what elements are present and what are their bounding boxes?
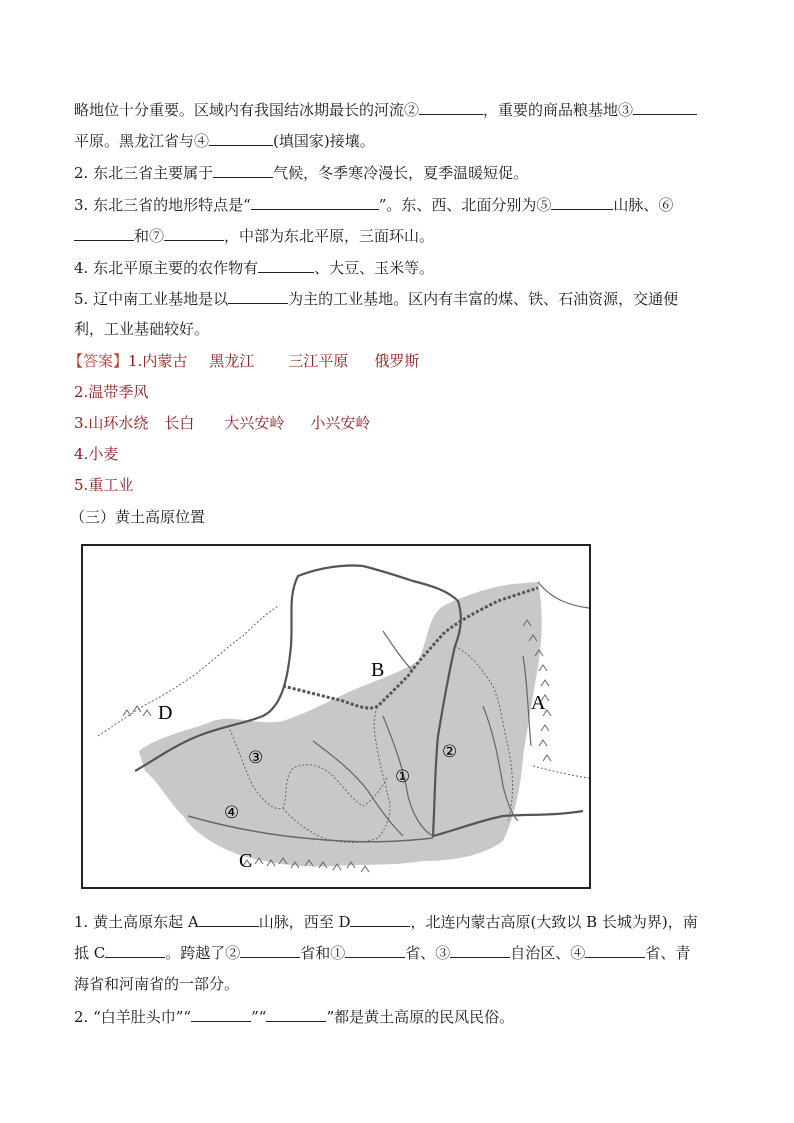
q2-line	[74, 162, 528, 183]
river	[538, 582, 589, 608]
answer-1	[68, 351, 419, 371]
q5-line-2	[74, 319, 209, 339]
text: 平原。黑龙江省与④	[74, 132, 210, 150]
blank-4[interactable]	[209, 130, 273, 146]
q4-line	[74, 257, 434, 278]
text: 。跨越了②	[165, 944, 241, 962]
text: 抵 C	[74, 944, 106, 962]
answer-3	[74, 413, 370, 433]
loess-q1-line-2	[74, 942, 690, 963]
text: (填国家)接壤。	[273, 132, 375, 150]
text: 利，工业基础较好。	[74, 320, 210, 338]
blank-province-4[interactable]	[585, 942, 645, 958]
label-C: C	[239, 850, 253, 872]
loess-q1-line-1	[74, 911, 698, 932]
answer-number: 1.	[128, 352, 143, 370]
label-A: A	[531, 692, 546, 714]
blank-region-3[interactable]	[450, 942, 510, 958]
text: ”都是黄土高原的民风民俗。	[326, 1008, 515, 1026]
answer-value: 小麦	[88, 445, 119, 463]
river	[383, 631, 413, 671]
blank-3[interactable]	[633, 99, 697, 115]
blank-province-2[interactable]	[240, 942, 300, 958]
blank-industry[interactable]	[228, 288, 288, 304]
blank-6[interactable]	[74, 225, 134, 241]
text: 5. 辽中南工业基地是以	[74, 290, 229, 308]
map-svg	[83, 546, 589, 887]
answer-value: 三江平原	[288, 352, 349, 370]
blank-5[interactable]	[551, 194, 613, 210]
text: 省、青	[645, 944, 691, 962]
answer-value: 俄罗斯	[374, 352, 420, 370]
blank-custom-2[interactable]	[266, 1006, 326, 1022]
blank-custom-1[interactable]	[191, 1006, 251, 1022]
text: 3. 东北三省的地形特点是“	[74, 196, 251, 214]
answer-value: 内蒙古	[142, 352, 188, 370]
answer-number: 2.	[74, 383, 89, 401]
label-2: ②	[442, 742, 458, 762]
blank-7[interactable]	[164, 225, 224, 241]
text: 山脉，西至 D	[258, 913, 351, 931]
province-border	[98, 606, 278, 736]
blank-climate[interactable]	[213, 162, 273, 178]
province-border	[533, 766, 589, 778]
label-4: ④	[224, 803, 240, 823]
blank-crop[interactable]	[258, 257, 314, 273]
answer-value: 大兴安岭	[224, 414, 285, 432]
blank-2[interactable]	[419, 99, 483, 115]
text: 、大豆、玉米等。	[314, 259, 435, 277]
text: 和⑦	[134, 227, 165, 245]
loess-q2-line	[74, 1006, 514, 1027]
q1-line-1	[74, 99, 697, 120]
blank-C[interactable]	[105, 942, 165, 958]
text: ”。东、西、北面分别为⑤	[378, 196, 552, 214]
text: ，北连内蒙古高原(大致以 B 长城为界)，南	[410, 913, 698, 931]
blank-A[interactable]	[199, 911, 259, 927]
text: 省、③	[405, 944, 451, 962]
answer-2	[74, 382, 148, 402]
text: 1. 黄土高原东起 A	[74, 913, 199, 931]
answer-value: 长白	[164, 414, 195, 432]
q1-line-2	[74, 130, 375, 151]
text: 2. 东北三省主要属于	[74, 164, 214, 182]
label-1: ①	[395, 767, 411, 787]
text: 省和①	[300, 944, 346, 962]
label-B: B	[371, 659, 385, 681]
q3-line-2	[74, 225, 434, 246]
answer-4	[74, 444, 118, 464]
answer-value: 山环水绕	[88, 414, 149, 432]
text: 自治区、④	[510, 944, 586, 962]
text: 气候，冬季寒冷漫长，夏季温暖短促。	[273, 164, 529, 182]
answer-value: 黑龙江	[209, 352, 255, 370]
text: 2. “白羊肚头巾”“	[74, 1008, 192, 1026]
answer-value: 小兴安岭	[310, 414, 371, 432]
loess-plateau-area	[139, 582, 542, 867]
q5-line-1	[74, 288, 678, 309]
text: ，中部为东北平原，三面环山。	[224, 227, 435, 245]
answer-label: 【答案】	[68, 352, 129, 370]
text: 山脉、⑥	[613, 196, 674, 214]
answer-value: 温带季风	[88, 383, 149, 401]
text: 4. 东北平原主要的农作物有	[74, 259, 259, 277]
loess-plateau-map	[81, 544, 591, 889]
label-3: ③	[248, 748, 264, 768]
loess-q1-line-3	[74, 974, 239, 994]
text: ”“	[251, 1008, 267, 1026]
text: ，重要的商品粮基地③	[483, 101, 634, 119]
answer-number: 3.	[74, 414, 89, 432]
text: 为主的工业基地。区内有丰富的煤、铁、石油资源，交通便	[288, 290, 679, 308]
q3-line-1	[74, 194, 673, 215]
blank-terrain[interactable]	[251, 194, 379, 210]
label-D: D	[158, 702, 173, 724]
blank-D[interactable]	[350, 911, 410, 927]
answer-value: 重工业	[88, 476, 134, 494]
answer-number: 5.	[74, 476, 89, 494]
blank-province-1[interactable]	[345, 942, 405, 958]
text: 略地位十分重要。区域内有我国结冰期最长的河流②	[74, 101, 420, 119]
answer-number: 4.	[74, 445, 89, 463]
answer-5	[74, 475, 133, 495]
text: 海省和河南省的一部分。	[74, 975, 240, 993]
section-title: （三）黄土高原位置	[70, 508, 206, 526]
